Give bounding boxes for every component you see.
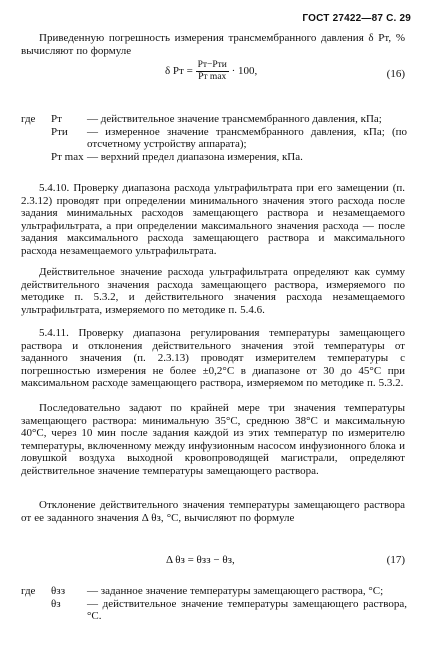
definition-row bbox=[21, 598, 407, 623]
definition-symbol: θз bbox=[51, 597, 61, 610]
where-label: где bbox=[21, 113, 36, 125]
formula-16-lhs: δ Pт = bbox=[165, 65, 196, 78]
paragraph-5-4-10: 5.4.10. Проверку диапазона расхода ультрафильтрата при его замещении (п. 2.3.12) проводят при определении минимального значения этого расхода после задания минимальных расходов замещающего раствора и незамещаемого ультрафильтрата, а при определении максимального значения расхода — после задания максимального расхода замещающего раствора и максимального расхода незамещаемого ультрафильтрата. bbox=[21, 182, 405, 257]
definition-row bbox=[21, 585, 407, 598]
formula-16 bbox=[165, 60, 257, 83]
page-header: ГОСТ 27422—87 С. 29 bbox=[302, 13, 411, 24]
definition-symbol: Pти bbox=[51, 125, 68, 138]
definition-text: — заданное значение температуры замещающего раствора, °С; bbox=[87, 585, 384, 597]
definition-row bbox=[21, 151, 407, 164]
definition-row bbox=[21, 126, 407, 151]
formula-16-number: (16) bbox=[386, 68, 405, 80]
formula-16-fraction bbox=[196, 60, 229, 83]
where-label: где bbox=[21, 585, 36, 597]
formula-17-number: (17) bbox=[386, 554, 405, 566]
definition-row bbox=[21, 113, 407, 126]
paragraph-sequence: Последовательно задают по крайней мере три значения температуры замещающего раствора: минимальную 35°С, среднюю 38°С и максимальную 40°С, через 10 мин после задания каждой из этих температур по измерителю температуры, включенному между инфузионным насосом инфузионного блока и ловушкой воздуха выходной кровопроводящей магистрали, определяют действительное значение температуры замещающего раствора. bbox=[21, 402, 405, 477]
definitions-block-1 bbox=[21, 113, 407, 163]
definition-symbol: Pт max bbox=[51, 150, 84, 163]
intro-paragraph: Приведенную погрешность измерения трансмембранного давления δ Pт, % вычисляют по формуле bbox=[21, 32, 405, 57]
paragraph-deviation: Отклонение действительного значения температуры замещающего раствора от ее заданного значения Δ θз, °С, вычисляют по формуле bbox=[21, 499, 405, 524]
formula-16-numerator: Pт−Pти bbox=[197, 60, 227, 70]
definition-text: — действительное значение трансмембранного давления, кПа; bbox=[87, 113, 382, 125]
definition-symbol: θзз bbox=[51, 585, 66, 597]
paragraph-actual-value: Действительное значение расхода ультрафильтрата определяют как сумму действительного значения расхода замещающего раствора, измеряемого по методике п. 5.3.2, и действительного значения расхода незамещаемого ультрафильтрата, измеряемого по методике п. 5.4.6. bbox=[21, 266, 405, 316]
definition-text: — измеренное значение трансмембранного давления, кПа; (по отсчетному устройству аппарата); bbox=[87, 125, 407, 151]
formula-17: Δ θз = θзз − θз, bbox=[166, 554, 235, 566]
definition-text: — верхний предел диапазона измерения, кПа. bbox=[87, 150, 303, 163]
definition-symbol: Pт bbox=[51, 113, 62, 125]
formula-16-denominator: Pт max bbox=[198, 72, 227, 82]
definitions-block-2 bbox=[21, 585, 407, 623]
formula-16-tail: · 100, bbox=[228, 65, 258, 78]
definition-text: — действительное значение температуры замещающего раствора, °С. bbox=[87, 597, 407, 623]
paragraph-5-4-11: 5.4.11. Проверку диапазона регулирования температуры замещающего раствора и отклонения действительного значения этой температуры от заданного значения (п. 2.3.13) проводят измерителем температуры с погрешностью измерения не более ±0,2°С в диапазоне от 30 до 45°С при максимальном расходе замещающего раствора, измеряемом по методике п. 5.3.2. bbox=[21, 327, 405, 390]
